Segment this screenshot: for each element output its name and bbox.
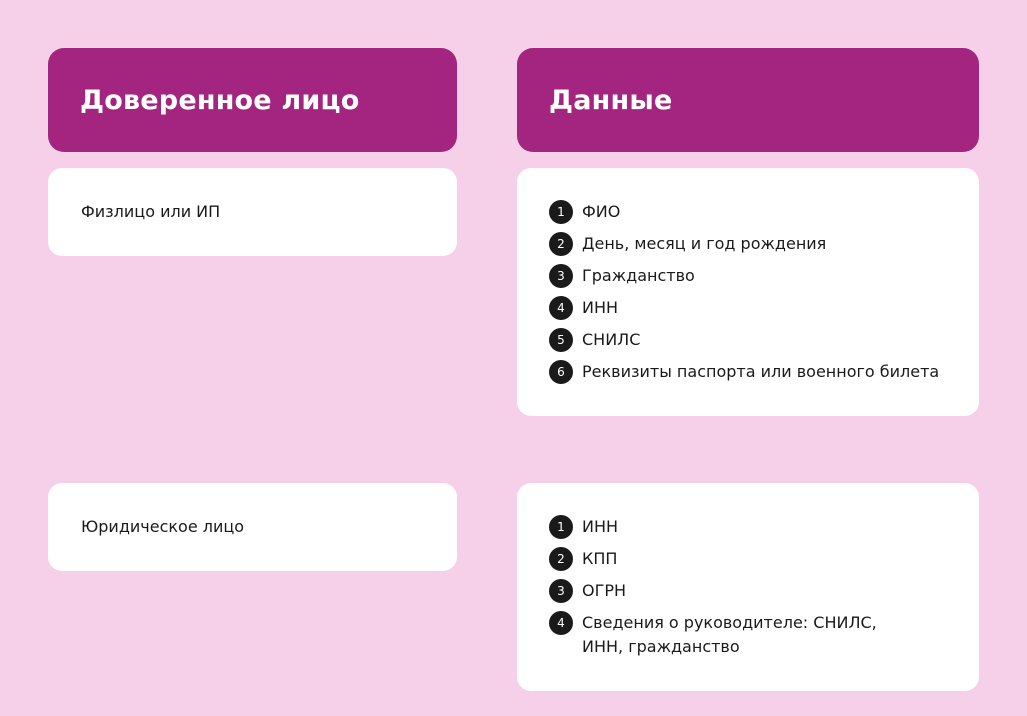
list-item-text: Сведения о руководителе: СНИЛС, ИНН, гражданство — [582, 613, 877, 656]
trusted-person-header — [48, 48, 457, 152]
list-item-text: ФИО — [582, 202, 621, 221]
person-type-label: Физлицо или ИП — [81, 202, 221, 221]
list-item — [549, 296, 959, 320]
number-badge: 3 — [549, 579, 573, 603]
list-item — [549, 579, 959, 603]
list-item — [549, 328, 959, 352]
list-item-text: ИНН — [582, 517, 619, 536]
list-item — [549, 232, 959, 256]
list-item — [549, 200, 959, 224]
number-badge: 1 — [549, 200, 573, 224]
list-item — [549, 547, 959, 571]
person-type-card-legal-entity — [48, 483, 457, 571]
number-badge: 2 — [549, 232, 573, 256]
number-badge: 6 — [549, 360, 573, 384]
number-badge: 3 — [549, 264, 573, 288]
data-header — [517, 48, 979, 152]
list-item-text: КПП — [582, 549, 618, 568]
number-badge: 1 — [549, 515, 573, 539]
list-item — [549, 611, 959, 659]
data-list-individual — [549, 200, 959, 384]
list-item-text: Реквизиты паспорта или военного билета — [582, 362, 940, 381]
list-item — [549, 360, 959, 384]
number-badge: 4 — [549, 296, 573, 320]
person-type-label: Юридическое лицо — [81, 517, 245, 536]
data-card-legal-entity — [517, 483, 979, 691]
person-type-card-individual — [48, 168, 457, 256]
list-item-text: Гражданство — [582, 266, 695, 285]
number-badge: 4 — [549, 611, 573, 635]
number-badge: 5 — [549, 328, 573, 352]
trusted-person-header-title: Доверенное лицо — [80, 84, 360, 116]
number-badge: 2 — [549, 547, 573, 571]
list-item — [549, 515, 959, 539]
data-list-legal-entity — [549, 515, 959, 659]
list-item-text: СНИЛС — [582, 330, 641, 349]
list-item — [549, 264, 959, 288]
data-card-individual — [517, 168, 979, 416]
data-header-title: Данные — [549, 84, 673, 116]
list-item-text: ОГРН — [582, 581, 627, 600]
list-item-text: ИНН — [582, 298, 619, 317]
list-item-text: День, месяц и год рождения — [582, 234, 827, 253]
